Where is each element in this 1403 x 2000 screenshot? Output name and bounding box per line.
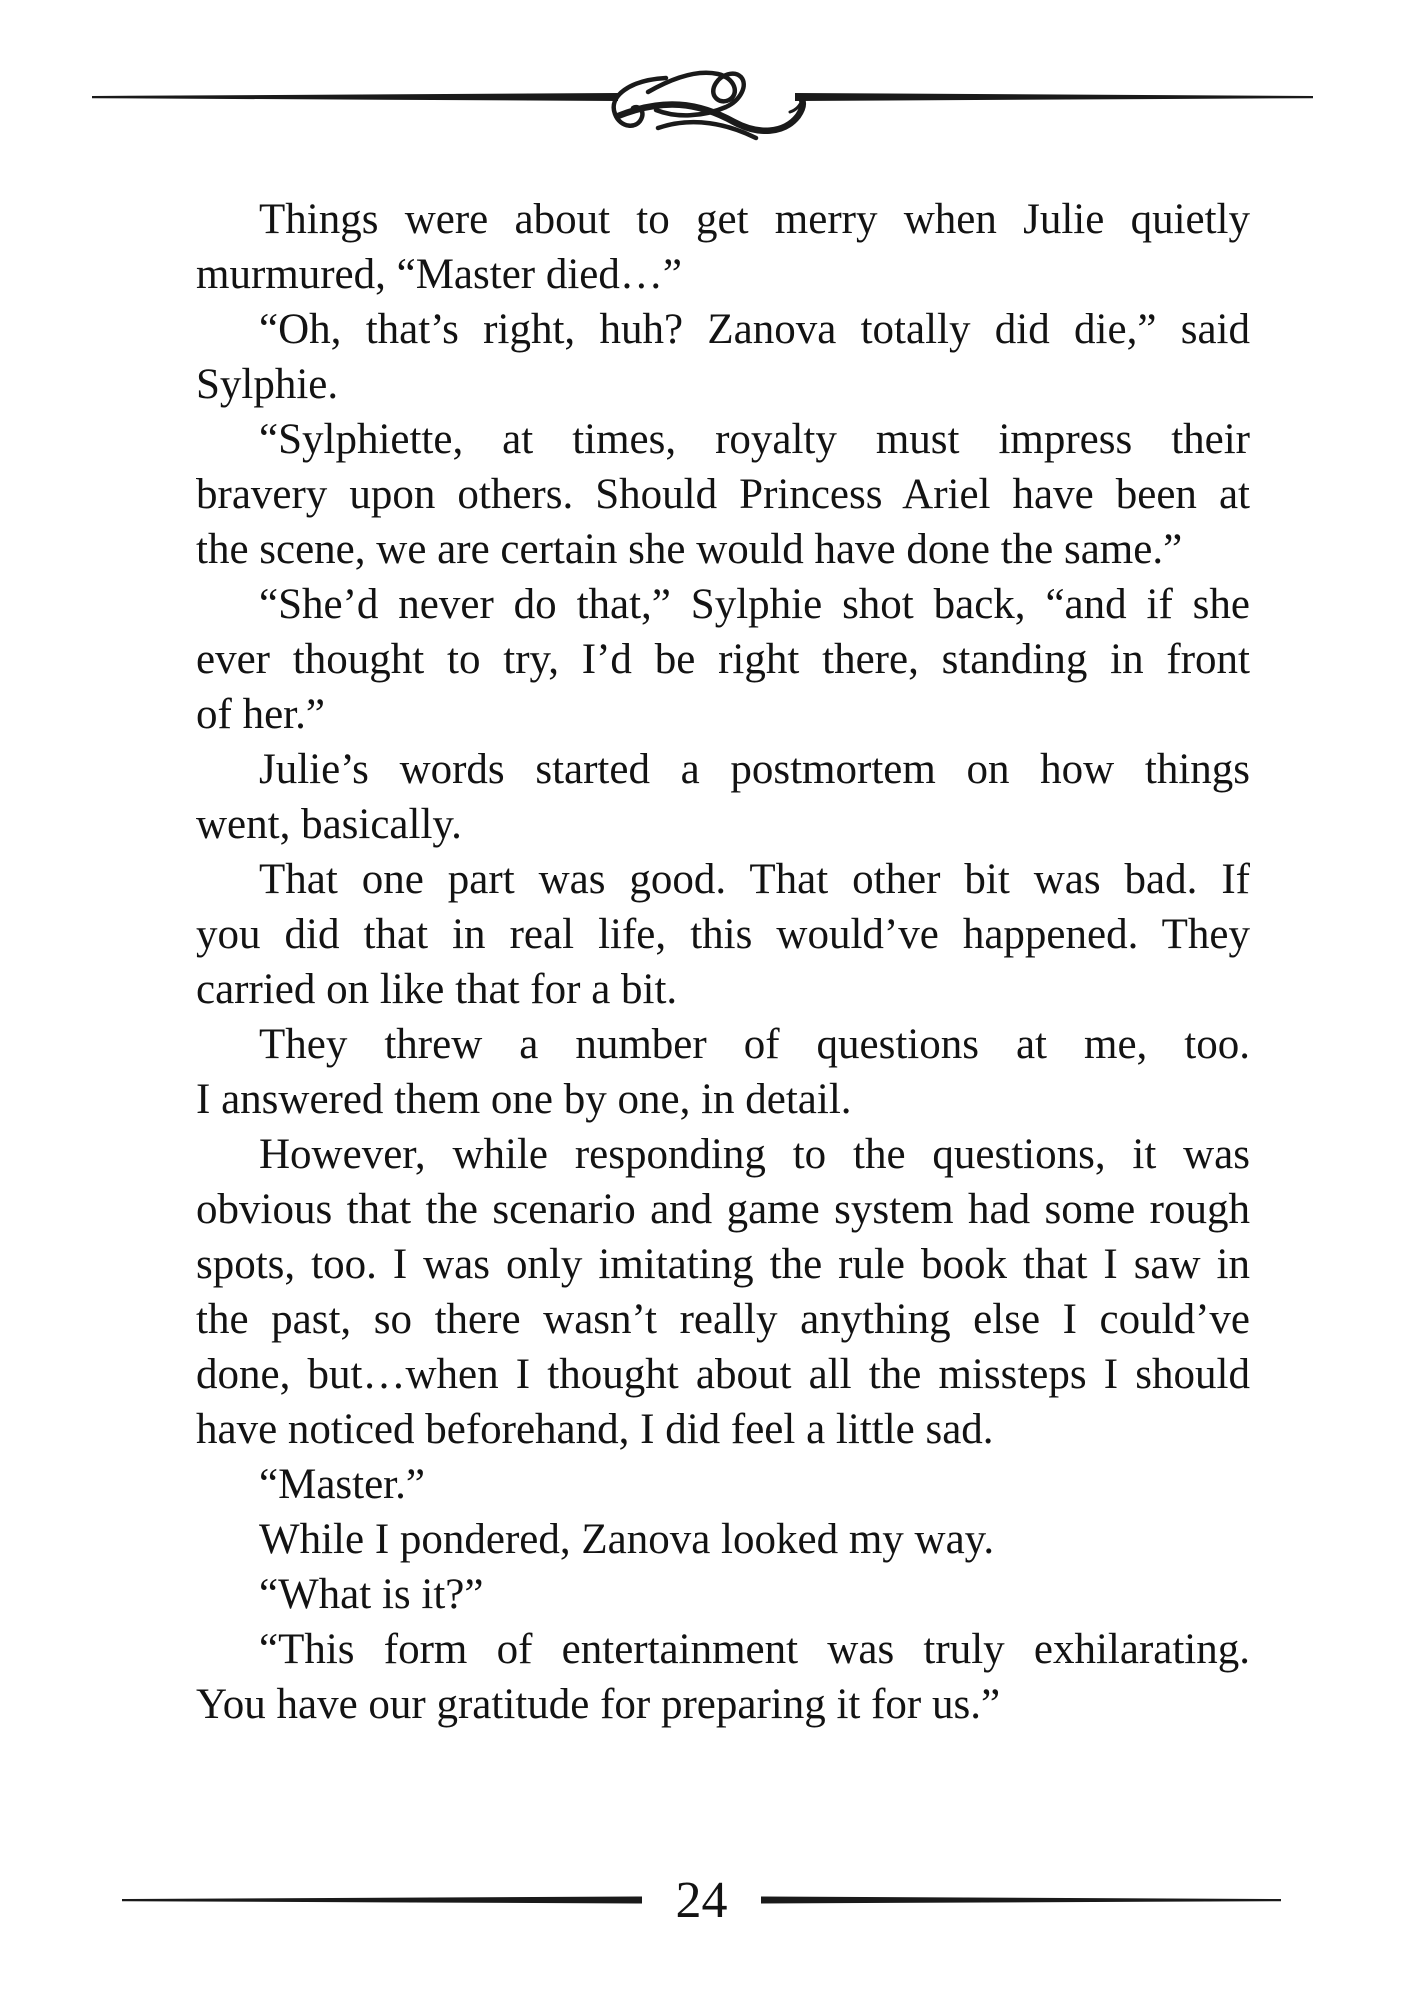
text-line: murmured, “Master died…” [196,251,682,298]
text-line: “Oh, that’s right, huh? Zanova totally did die,” said [259,306,1250,353]
text-line: carried on like that for a bit. [196,966,678,1013]
page-number: 24 [675,1872,728,1929]
text-line: done, but…when I thought about all the missteps I should [196,1351,1250,1398]
text-line: They threw a number of questions at me, too. [259,1021,1250,1068]
footer [0,1865,1403,1945]
paragraph [196,1567,1250,1622]
paragraph [196,1512,1250,1567]
paragraph [196,1127,1250,1457]
text-line: bravery upon others. Should Princess Ariel have been at [196,471,1250,518]
paragraph [196,742,1250,852]
text-line: Things were about to get merry when Julie quietly [259,196,1250,243]
calligraphic-flourish-icon [614,73,803,138]
text-line: “Sylphiette, at times, royalty must impress their [259,416,1250,463]
text-line: While I pondered, Zanova looked my way. [259,1516,995,1563]
paragraph [196,302,1250,412]
text-line: the past, so there wasn’t really anything else I could’ve [196,1296,1250,1343]
text-line: went, basically. [196,801,462,848]
text-line: have noticed beforehand, I did feel a little sad. [196,1406,994,1453]
header-rule-right [795,93,1313,101]
text-line: ever thought to try, I’d be right there, standing in front [196,636,1250,683]
paragraph [196,1017,1250,1127]
text-line: However, while responding to the questions, it was [259,1131,1250,1178]
text-line: “What is it?” [259,1571,484,1618]
text-line: spots, too. I was only imitating the rule book that I saw in [196,1241,1250,1288]
text-line: the scene, we are certain she would have done the same.” [196,526,1183,573]
paragraph [196,1457,1250,1512]
paragraph [196,577,1250,742]
header-divider [0,0,1403,170]
text-line: “She’d never do that,” Sylphie shot back, “and if she [259,581,1250,628]
paragraph [196,412,1250,577]
paragraph [196,192,1250,302]
text-line: of her.” [196,691,325,738]
text-line: Sylphie. [196,361,339,408]
text-line: Julie’s words started a postmortem on how things [259,746,1250,793]
text-line: you did that in real life, this would’ve happened. They [196,911,1250,958]
header-rule-left [92,93,618,101]
text-line: “This form of entertainment was truly exhilarating. [259,1626,1250,1673]
body-text [196,192,1250,1732]
text-line: I answered them one by one, in detail. [196,1076,852,1123]
paragraph [196,1622,1250,1732]
text-line: That one part was good. That other bit was bad. If [259,856,1250,903]
text-line: You have our gratitude for preparing it for us.” [196,1681,1001,1728]
text-line: obvious that the scenario and game system had some rough [196,1186,1250,1233]
text-line: “Master.” [259,1461,425,1508]
paragraph [196,852,1250,1017]
